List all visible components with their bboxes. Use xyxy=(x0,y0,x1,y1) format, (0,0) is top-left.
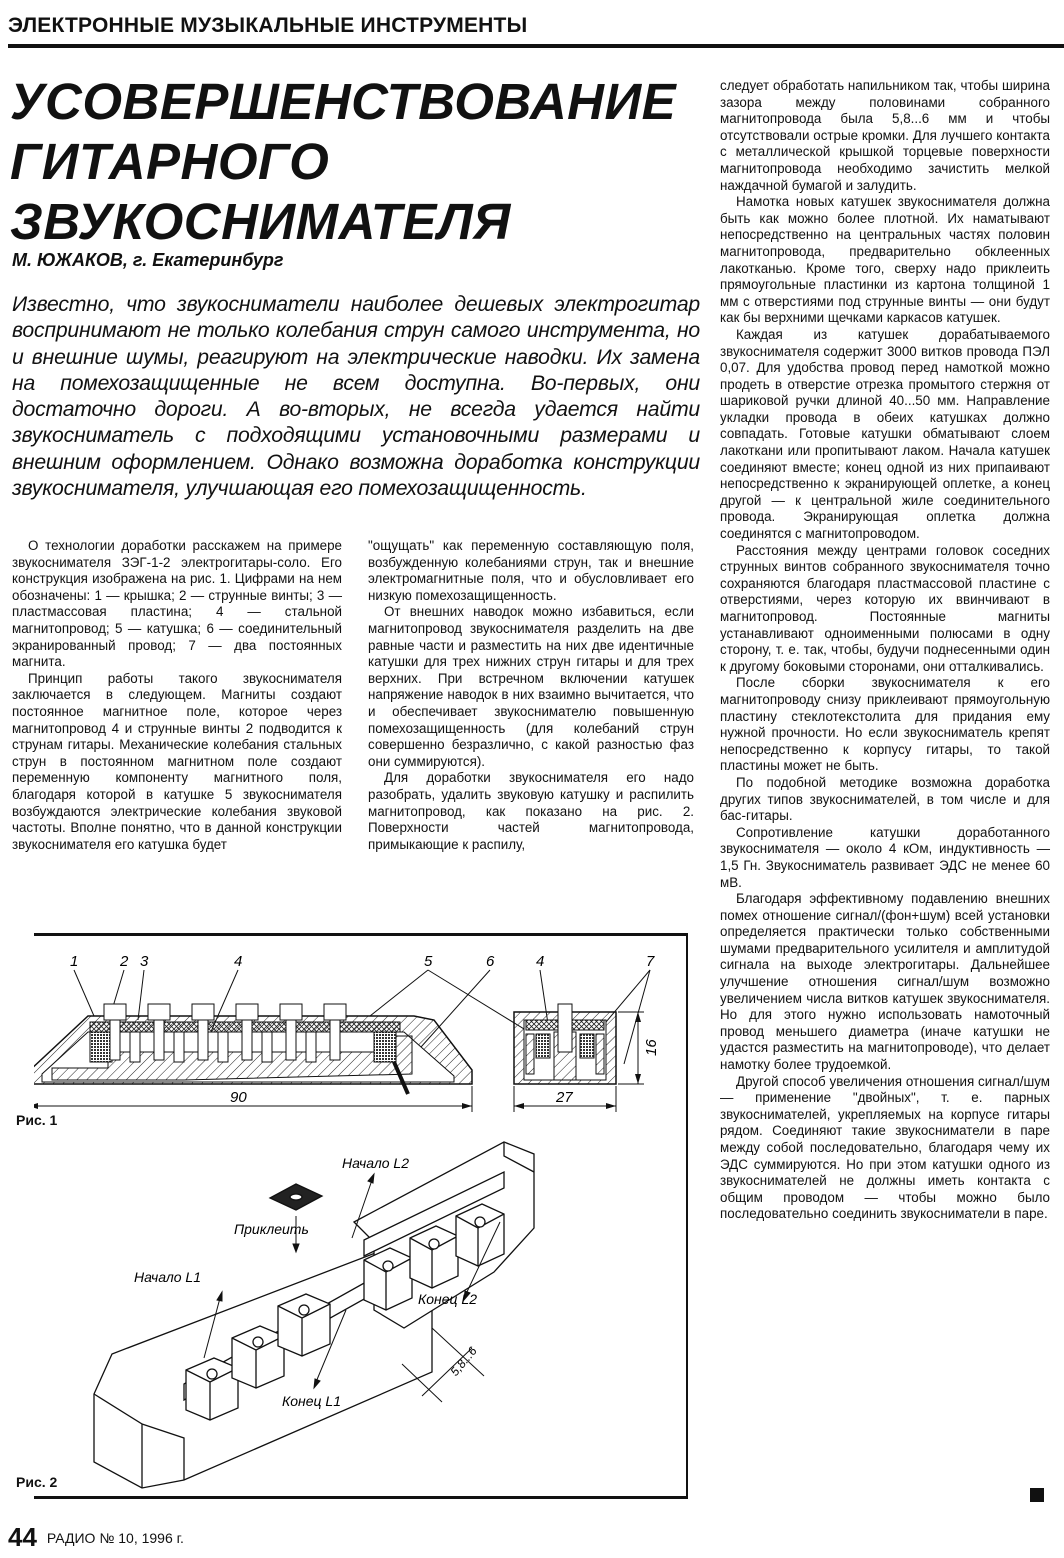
callout-4b: 4 xyxy=(536,953,545,970)
paragraph: О технологии доработки расскажем на примере звукоснимателя ЗЭГ-1-2 электрогитары-соло. Его конструкция изображена на рис. 1. Цифрами на нем обозначены: 1 — крышка; 2 — струнные винты; 3 — пластмассовая пластина; 4 — стальной магнитопровод; 5 — катушка; 6 — соединительный экранированный провод; 7 — два постоянных магнита. xyxy=(12,538,342,670)
paragraph: От внешних наводок можно избавиться, если магнитопровод звукоснимателя разделить на две равные части и разместить на них две идентичные катушки для трех нижних струн гитары и для трех верхних. При встречном включении катушек напряжение наводок в них взаимно вычитается, что и обеспечивает звукоснимателю повышенную помехозащищенность (для колебаний струн совершенно безразлично, с какой разностью фаз они суммируются). xyxy=(368,604,694,769)
paragraph: Для доработки звукоснимателя его надо разобрать, удалить звуковую катушку и распилить магнитопровод, как показано на рис. 2. Поверхности частей магнитопровода, примыкающие к распилу, xyxy=(368,770,694,852)
figures-frame xyxy=(16,933,688,1499)
paragraph: следует обработать напильником так, чтобы ширина зазора между половинами собранного магнитопровода была 5,8...6 мм и чтобы отсутствовали острые кромки. Для лучшего контакта с металлической крышкой торцевые поверхности магнитопровода необходимо зачистить мелкой наждачной бумагой и залудить. xyxy=(720,78,1050,193)
callout-1: 1 xyxy=(70,953,79,970)
paragraph: Каждая из катушек дорабатываемого звукоснимателя содержит 3000 витков провода ПЭЛ 0,07. Для удобства провод перед намоткой можно продеть в отверстие отрезка промытого стержня от шариковой ручки длиной 40...50 мм. Направление укладки провода в обеих катушках должно совпадать. Готовые катушки обматывают слоем лакоткани или пропитывают лаком. Начала катушек соединяют вместе; конец одной из них припаивают непосредственно к экранирующей оплетке, а конец другой — к центральной жиле соединительного провода. Экранирующая оплетка должна соединятся с магнитопроводом. xyxy=(720,326,1050,542)
dimension-width: 27 xyxy=(556,1089,573,1106)
end-of-article-mark xyxy=(1030,1488,1044,1502)
issue-info: РАДИО № 10, 1996 г. xyxy=(46,1530,184,1546)
lead-paragraph: Известно, что звукосниматели наиболее дешевых электрогитар воспринимают не только колебания струн самого инструмента, но и внешние шумы, реагируют на электрические наводки. Их замена на помехозащищенные не всем доступна. Во-первых, они достаточно дороги. А во-вторых, не всегда удается найти звукосниматель с подходящими установочными размерами и внешним оформлением. Однако возможна доработка конструкции звукоснимателя, улучшающая его помехозащищенность. xyxy=(12,293,700,501)
label-start-l2: Начало L2 xyxy=(342,1155,409,1171)
text-column-3 xyxy=(720,78,1050,1223)
label-start-l1: Начало L1 xyxy=(134,1269,201,1285)
pickup-cross-section xyxy=(514,1004,660,1112)
label-gap: 5,8...6 xyxy=(447,1344,480,1379)
callout-6: 6 xyxy=(486,953,495,970)
paragraph: После сборки звукоснимателя к его магнитопроводу снизу приклеивают прямоугольную пластину стеклотекстолита для придания ему нужной прочности. Но если звукосниматель крепят непосредственно к корпусу гитары, то такой пластины может не быть. xyxy=(720,675,1050,774)
paragraph: Намотка новых катушек звукоснимателя должна быть как можно более плотной. Их наматывают непосредственно на центральных частях половин магнитопровода, предварительно обклеенных лакотканью. Кроме того, сверху надо приклеить прямоугольные пластинки из картона толщиной 1 мм с отверстиями под струнные винты — они будут как бы верхними щечками каркасов катушек. xyxy=(720,194,1050,326)
label-end-l1: Конец L1 xyxy=(282,1393,341,1409)
paragraph: Расстояния между центрами головок соседних струнных винтов собранного звукоснимателя точно сохраняются благодаря пластмассовой пластине с отверстиями, через которую их ввинчивают в магнитопровод. Постоянные магниты устанавливают одноименными полюсами в одну сторону, т. е. так, чтобы, будучи поднесенными один к другому боковыми сторонами, они отталкивались. xyxy=(720,542,1050,674)
callout-5: 5 xyxy=(424,953,433,970)
callout-7: 7 xyxy=(646,953,655,970)
figure-1-caption: Рис. 1 xyxy=(16,1112,58,1128)
paragraph: Сопротивление катушки доработанного звукоснимателя — около 4 кОм, индуктивность — 1,5 Гн. Звукосниматель развивает ЭДС не менее 60 мВ. xyxy=(720,824,1050,890)
paragraph: Принцип работы такого звукоснимателя заключается в следующем. Магниты создают постоянное магнитное поле, которое через магнитопровод 4 и струнные винты 2 подводится к струнам гитары. Механические колебания стальных струн в постоянном магнитном поле создают переменную компоненту магнитного поля, благодаря которой в катушке 5 звукоснимателя возбуждаются электрические колебания звуковой частоты. Вполне понятно, что в данной конструкции звукоснимателя его катушка будет xyxy=(12,670,342,852)
paragraph: Благодаря эффективному подавлению внешних помех отношение сигнал/(фон+шум) всей установки определяется практически только собственными шумами предварительного усилителя и амплитудой сигнала на выходе электрогитары. Дальнейшее улучшение отношения сигнал/шум возможно увеличением числа витков катушек звукоснимателя. Но для этого нужно использовать намоточный провод меньшего диаметра (иначе катушки не удастся разместить на магнитопроводе), что делает намотку более трудоемкой. xyxy=(720,891,1050,1073)
page-number: 44 xyxy=(8,1522,37,1552)
paragraph: Другой способ увеличения отношения сигнал/шум — применение "двойных", т. е. парных звукоснимателей, укрепляемых на корпусе гитары рядом. Соединяют такие звукосниматели в паре между собой последовательно, благодаря чему их ЭДС суммируются. Но при этом катушки одного из звукоснимателей не должны иметь контакта с общим проводом — чтобы можно было последовательно соединить звукосниматели в паре. xyxy=(720,1073,1050,1222)
text-column-2 xyxy=(368,538,694,853)
figure-2-caption: Рис. 2 xyxy=(16,1474,58,1490)
dimension-height: 16 xyxy=(643,1039,660,1056)
title-line: УСОВЕРШЕНСТВОВАНИЕ xyxy=(10,73,677,130)
magnetic-core-isometric xyxy=(94,1142,534,1488)
section-heading: ЭЛЕКТРОННЫЕ МУЗЫКАЛЬНЫЕ ИНСТРУМЕНТЫ xyxy=(8,14,528,37)
pickup-long-section xyxy=(34,1004,472,1112)
callout-4: 4 xyxy=(234,953,243,970)
paragraph: По подобной методике возможна доработка других типов звукоснимателей, в том числе и для бас-гитары. xyxy=(720,774,1050,824)
section-rule xyxy=(8,44,1064,48)
label-glue: Приклеить xyxy=(234,1221,309,1237)
callout-3: 3 xyxy=(140,953,149,970)
author-byline: М. ЮЖАКОВ, г. Екатеринбург xyxy=(12,250,284,270)
callout-2: 2 xyxy=(120,953,129,970)
label-end-l2: Конец L2 xyxy=(418,1291,477,1307)
page-footer xyxy=(8,1522,184,1553)
title-line: ГИТАРНОГО xyxy=(10,133,330,190)
article-title xyxy=(10,72,710,252)
dimension-length: 90 xyxy=(230,1089,247,1106)
figure-2-drawing xyxy=(34,1132,684,1492)
figure-1-drawing xyxy=(34,944,684,1114)
text-column-1 xyxy=(12,538,342,853)
title-line: ЗВУКОСНИМАТЕЛЯ xyxy=(10,193,511,250)
paragraph: "ощущать" как переменную составляющую поля, возбужденную колебаниями струн, так и внешние электромагнитные поля, что и обусловливает его низкую помехозащищенность. xyxy=(368,538,694,603)
